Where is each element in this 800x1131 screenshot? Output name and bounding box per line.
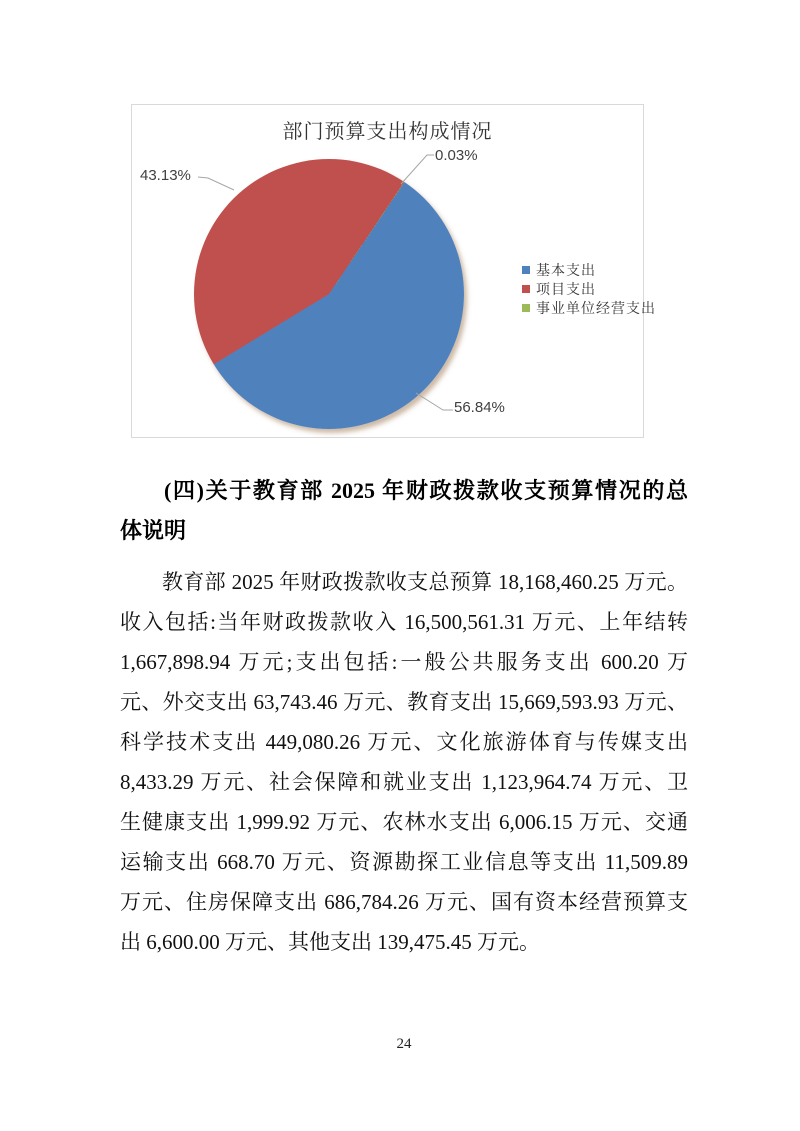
legend-label: 项目支出	[536, 282, 596, 298]
pie-chart-figure	[131, 104, 656, 438]
slice-label-basic-expenditure: 56.84%	[454, 399, 505, 416]
heading-line: 体说明	[120, 518, 187, 543]
legend-swatch-red	[522, 285, 530, 293]
leader-line-red	[198, 177, 234, 190]
legend-swatch-blue	[522, 266, 530, 274]
paragraph-line: 出 6,600.00 万元、其他支出 139,475.45 万元。	[120, 930, 540, 954]
paragraph-line: 生健康支出 1,999.92 万元、农林水支出 6,006.15 万元、交通	[120, 810, 688, 834]
paragraph-line: 元、外交支出 63,743.46 万元、教育支出 15,669,593.93 万元、	[120, 690, 688, 714]
heading-line: (四)关于教育部 2025 年财政拨款收支预算情况的总	[164, 478, 688, 503]
page-number: 24	[396, 1036, 412, 1052]
leader-line-blue	[416, 393, 453, 410]
paragraph-line: 1,667,898.94 万元;支出包括:一般公共服务支出 600.20 万	[120, 650, 688, 674]
chart-legend	[522, 260, 656, 317]
paragraph-line: 运输支出 668.70 万元、资源勘探工业信息等支出 11,509.89	[120, 850, 688, 874]
paragraph-line: 万元、住房保障支出 686,784.26 万元、国有资本经营预算支	[120, 890, 688, 914]
paragraph-line: 科学技术支出 449,080.26 万元、文化旅游体育与传媒支出	[120, 730, 688, 754]
chart-title: 部门预算支出构成情况	[282, 121, 493, 143]
slice-label-project-expenditure: 43.13%	[140, 167, 191, 184]
legend-swatch-green	[522, 304, 530, 312]
leader-line-green	[401, 155, 434, 184]
paragraph-line: 教育部 2025 年财政拨款收支总预算 18,168,460.25 万元。	[162, 570, 688, 594]
legend-item-project	[522, 279, 656, 298]
paragraph-line: 收入包括:当年财政拨款收入 16,500,561.31 万元、上年结转	[120, 610, 688, 634]
pie-graphic	[194, 159, 464, 429]
slice-label-operating-expenditure: 0.03%	[435, 147, 478, 164]
section-heading	[120, 471, 688, 551]
legend-label: 基本支出	[536, 263, 596, 279]
legend-item-operating	[522, 298, 656, 317]
paragraph-line: 8,433.29 万元、社会保障和就业支出 1,123,964.74 万元、卫	[120, 770, 688, 794]
legend-label: 事业单位经营支出	[536, 301, 656, 317]
legend-item-basic	[522, 260, 656, 279]
body-paragraph	[120, 562, 688, 962]
